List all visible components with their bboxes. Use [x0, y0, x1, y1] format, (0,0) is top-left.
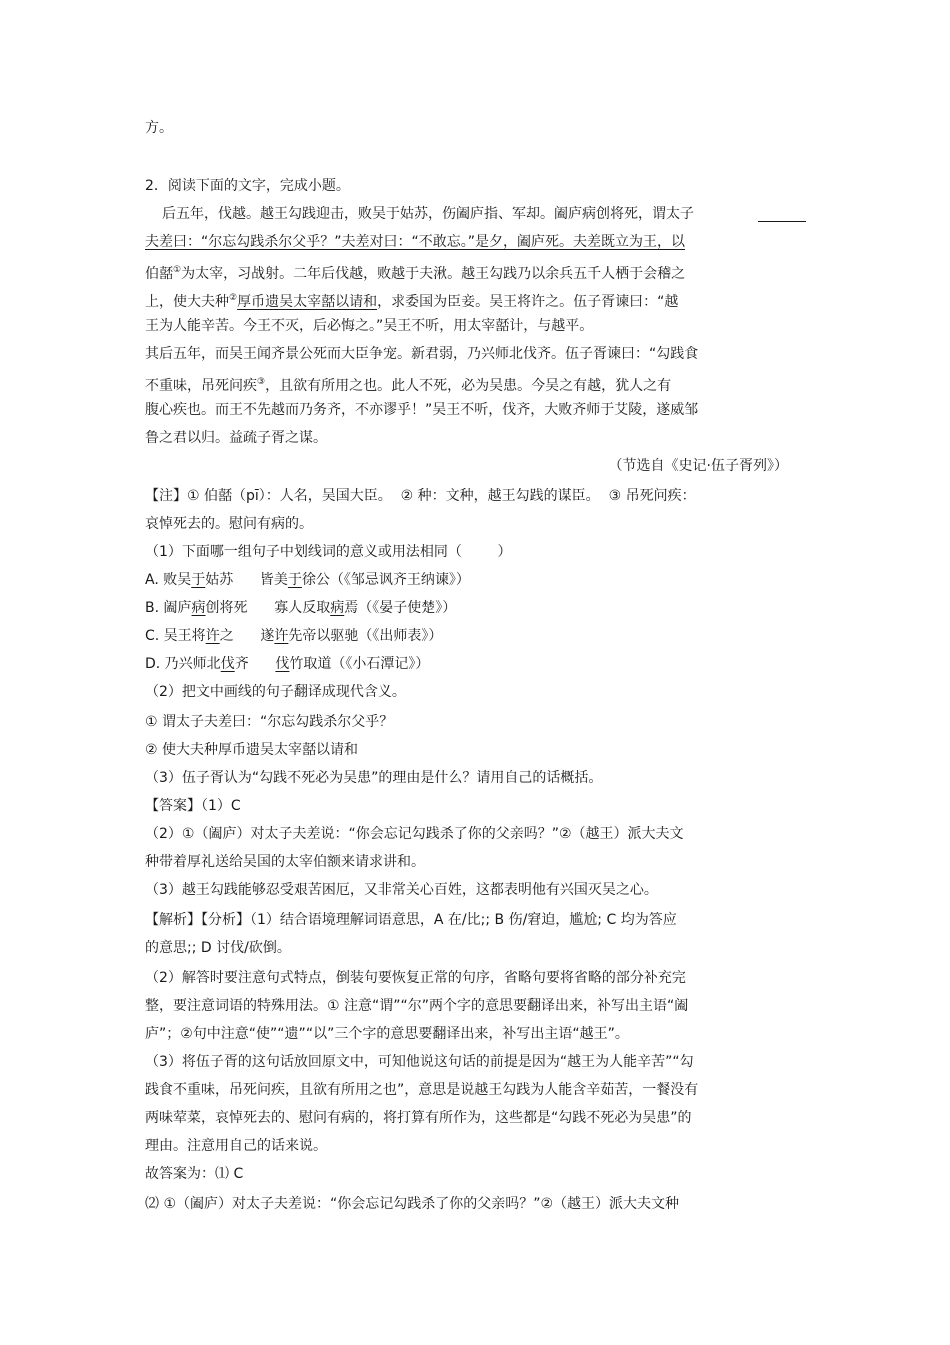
analysis-line: 整，要注意词语的特殊用法。① 注意“谓”“尔”两个字的意思要翻译出来，补写出主语“阖 — [145, 998, 689, 1014]
passage-line — [145, 232, 685, 252]
analysis-line: 庐”；②句中注意“使”“遗”“以”三个字的意思要翻译出来，补写出主语“越王”。 — [145, 1026, 629, 1042]
text-line: 方。 — [145, 120, 173, 136]
option-b: B. 阖庐病创将死 寡人反取病焉（《晏子使楚》） — [145, 600, 457, 616]
passage-line: 其后五年，而吴王闻齐景公死而大臣争宠。新君弱，乃兴师北伐齐。伍子胥谏曰：“勾践食 — [145, 346, 699, 362]
translation-item: ② 使大夫种厚币遗吴太宰嚭以请和 — [145, 742, 359, 758]
passage-line: 腹心疾也。而王不先越而乃务齐，不亦谬乎！”吴王不听，伐齐，大败齐师于艾陵，遂威邹 — [145, 402, 699, 418]
option-c: C. 吴王将许之 遂许先帝以驱驰（《出师表》） — [145, 628, 443, 644]
question-heading: 2．阅读下面的文字，完成小题。 — [145, 178, 350, 194]
passage-line: 伯嚭①为太宰，习战射。二年后伐越，败越于夫湫。越王勾践乃以余兵五千人栖于会稽之 — [145, 265, 686, 282]
analysis-line: 两味荤菜，哀悼死去的、慰问有病的，将打算有所作为，这些都是“勾践不死必为吴患”的 — [145, 1110, 692, 1126]
underline-rule — [758, 221, 806, 222]
answer-line: （2）①（阖庐）对太子夫差说：“你会忘记勾践杀了你的父亲吗？”②（越王）派大夫文 — [145, 826, 684, 842]
analysis-line: 的意思;; D 讨伐/砍倒。 — [145, 940, 291, 956]
analysis-line: （2）解答时要注意句式特点，倒装句要恢复正常的句序，省略句要将省略的部分补充完 — [145, 970, 686, 986]
final-answer-line: ⑵ ①（阖庐）对太子夫差说：“你会忘记勾践杀了你的父亲吗？”②（越王）派大夫文种 — [145, 1196, 680, 1212]
passage-line: 鲁之君以归。益疏子胥之谋。 — [145, 430, 327, 446]
option-a: A. 败吴于姑苏 皆美于徐公（《邹忌讽齐王纳谏》） — [145, 572, 470, 588]
passage-line: 上，使大夫种②厚币遗吴太宰嚭以请和，求委国为臣妾。吴王将许之。伍子胥谏曰：“越 — [145, 293, 679, 310]
analysis-line: （3）将伍子胥的这句话放回原文中，可知他说这句话的前提是因为“越王为人能辛苦”“勾 — [145, 1054, 694, 1070]
sub-question-2: （2）把文中画线的句子翻译成现代含义。 — [145, 684, 406, 700]
notes-line: 【注】① 伯嚭（pī）：人名，吴国大臣。 ② 种：文种，越王勾践的谋臣。 ③ 吊死问疾： — [145, 488, 696, 504]
note-marker: ③ — [257, 377, 266, 387]
sub-question-3: （3）伍子胥认为“勾践不死必为吴患”的理由是什么？请用自己的话概括。 — [145, 770, 603, 786]
notes-line: 哀悼死去的。慰问有病的。 — [145, 516, 313, 532]
passage-line: 王为人能辛苦。今王不灭，后必悔之。”吴王不听，用太宰嚭计，与越平。 — [145, 318, 594, 334]
passage-line: 后五年，伐越。越王勾践迎击，败吴于姑苏，伤阖庐指、军却。阖庐病创将死，谓太子 — [162, 206, 694, 222]
underlined-sentence: 夫差曰：“尔忘勾践杀尔父乎？”夫差对曰：“不敢忘。”是夕，阖庐死。夫差既立为王，以 — [145, 234, 686, 250]
answer-line: （3）越王勾践能够忍受艰苦困厄，又非常关心百姓，这都表明他有兴国灭吴之心。 — [145, 882, 658, 898]
underlined-sentence: 厚币遗吴太宰嚭以请和 — [237, 294, 378, 310]
answer-heading: 【答案】（1）C — [145, 798, 241, 814]
analysis-line: 践食不重味，吊死问疾，且欲有所用之也”，意思是说越王勾践为人能含辛茹苦，一餐没有 — [145, 1082, 699, 1098]
note-marker: ② — [229, 293, 238, 303]
sub-question-1: （1）下面哪一组句子中划线词的意义或用法相同（ ） — [145, 544, 512, 560]
source-citation: （节选自《史记·伍子胥列》） — [608, 458, 788, 474]
option-d: D. 乃兴师北伐齐 伐竹取道（《小石潭记》） — [145, 656, 430, 672]
analysis-line: 理由。注意用自己的话来说。 — [145, 1138, 327, 1154]
passage-line: 不重味，吊死问疾③，且欲有所用之也。此人不死，必为吴患。今吴之有越，犹人之有 — [145, 377, 672, 394]
note-marker: ① — [173, 265, 182, 275]
analysis-line: 【解析】【分析】（1）结合语境理解词语意思，A 在/比;; B 伤/窘迫，尴尬; C 均为答应 — [145, 912, 677, 928]
translation-item: ① 谓太子夫差曰：“尔忘勾践杀尔父乎？ — [145, 714, 394, 730]
final-answer-heading: 故答案为：⑴ C — [145, 1166, 244, 1182]
answer-line: 种带着厚礼送给吴国的太宰伯额来请求讲和。 — [145, 854, 425, 870]
